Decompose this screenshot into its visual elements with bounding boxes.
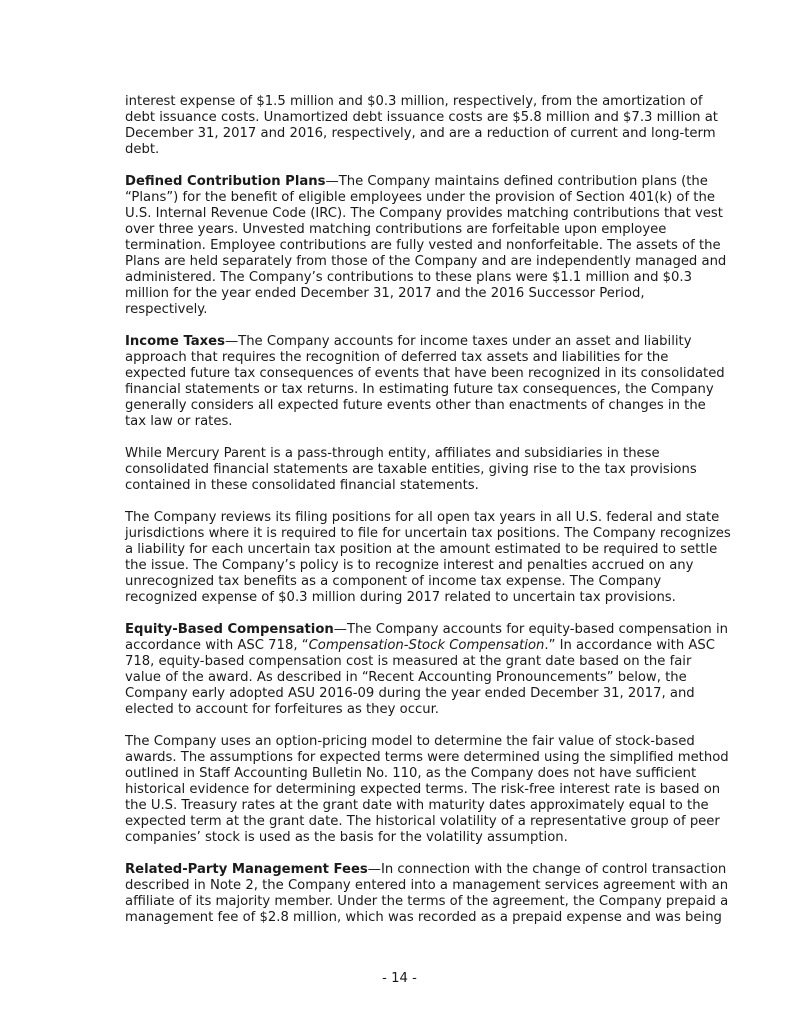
paragraph-text: .” In accordance with ASC 718, equity-based compensation cost is measured at the grant date based on the fair value of the award. As described in “Recent Accounting Pronouncements” below, the Company early adopted ASU 2016-09 during the year ended December 31, 2017, and elected to account for forfeitures as they occur. — [125, 638, 716, 717]
paragraph-equity-based-compensation — [125, 622, 731, 718]
italic-standard-title: Compensation-Stock Compensation — [308, 638, 545, 653]
paragraph-text: —In connection with the change of control transaction described in Note 2, the Company entered into a management services agreement with an affiliate of its majority member. Under the terms of the agreement, the Company prepaid a management fee of $2.8 million, which was recorded as a prepaid expense and was being — [125, 862, 729, 925]
paragraph-text: While Mercury Parent is a pass-through entity, affiliates and subsidiaries in these consolidated financial statements are taxable entities, giving rise to the tax provisions contained in these consolidated financial statements. — [125, 446, 697, 493]
paragraph-text: The Company uses an option-pricing model to determine the fair value of stock-based awards. The assumptions for expected terms were determined using the simplified method outlined in Staff Accounting Bulletin No. 110, as the Company does not have sufficient historical evidence for determining expected terms. The risk-free interest rate is based on the U.S. Treasury rates at the grant date with maturity dates approximately equal to the expected term at the grant date. The historical volatility of a representative group of peer companies’ stock is used as the basis for the volatility assumption. — [125, 734, 729, 845]
paragraph-defined-contribution-plans — [125, 174, 731, 318]
paragraph-income-taxes — [125, 334, 731, 430]
paragraph-text: —The Company accounts for equity-based compensation in accordance with ASC 718, “ — [125, 622, 728, 653]
section-heading-income-taxes: Income Taxes — [125, 334, 225, 349]
paragraph-text: —The Company accounts for income taxes under an asset and liability approach that requires the recognition of deferred tax assets and liabilities for the expected future tax consequences of events that have been recognized in its consolidated financial statements or tax returns. In estimating future tax consequences, the Company generally considers all expected future events other than enactments of changes in the tax law or rates. — [125, 334, 725, 429]
paragraph-text: The Company reviews its filing positions for all open tax years in all U.S. federal and state jurisdictions where it is required to file for uncertain tax positions. The Company recognizes a liability for each uncertain tax position at the amount estimated to be required to settle the issue. The Company’s policy is to recognize interest and penalties accrued on any unrecognized tax benefits as a component of income tax expense. The Company recognized expense of $0.3 million during 2017 related to uncertain tax provisions. — [125, 510, 731, 605]
paragraph-related-party-management-fees — [125, 862, 731, 926]
paragraph-uncertain-tax-positions — [125, 510, 731, 606]
section-heading-equity-based-compensation: Equity-Based Compensation — [125, 622, 334, 637]
paragraph-debt-issuance-costs — [125, 94, 731, 158]
section-heading-defined-contribution-plans: Defined Contribution Plans — [125, 174, 326, 189]
page-number: - 14 - — [382, 971, 417, 986]
paragraph-option-pricing-model — [125, 734, 731, 846]
document-body — [125, 94, 731, 942]
paragraph-text: —The Company maintains defined contribution plans (the “Plans”) for the benefit of eligible employees under the provision of Section 401(k) of the U.S. Internal Revenue Code (IRC). The Company provides matching contributions that vest over three years. Unvested matching contributions are forfeitable upon employee termination. Employee contributions are fully vested and nonforfeitable. The assets of the Plans are held separately from those of the Company and are independently managed and administered. The Company’s contributions to these plans were $1.1 million and $0.3 million for the year ended December 31, 2017 and the 2016 Successor Period, respectively. — [125, 174, 727, 317]
paragraph-text: interest expense of $1.5 million and $0.3 million, respectively, from the amortization of debt issuance costs. Unamortized debt issuance costs are $5.8 million and $7.3 million at December 31, 2017 and 2016, respectively, and are a reduction of current and long-term debt. — [125, 94, 718, 157]
section-heading-related-party-management-fees: Related-Party Management Fees — [125, 862, 368, 877]
paragraph-pass-through-entity — [125, 446, 731, 494]
